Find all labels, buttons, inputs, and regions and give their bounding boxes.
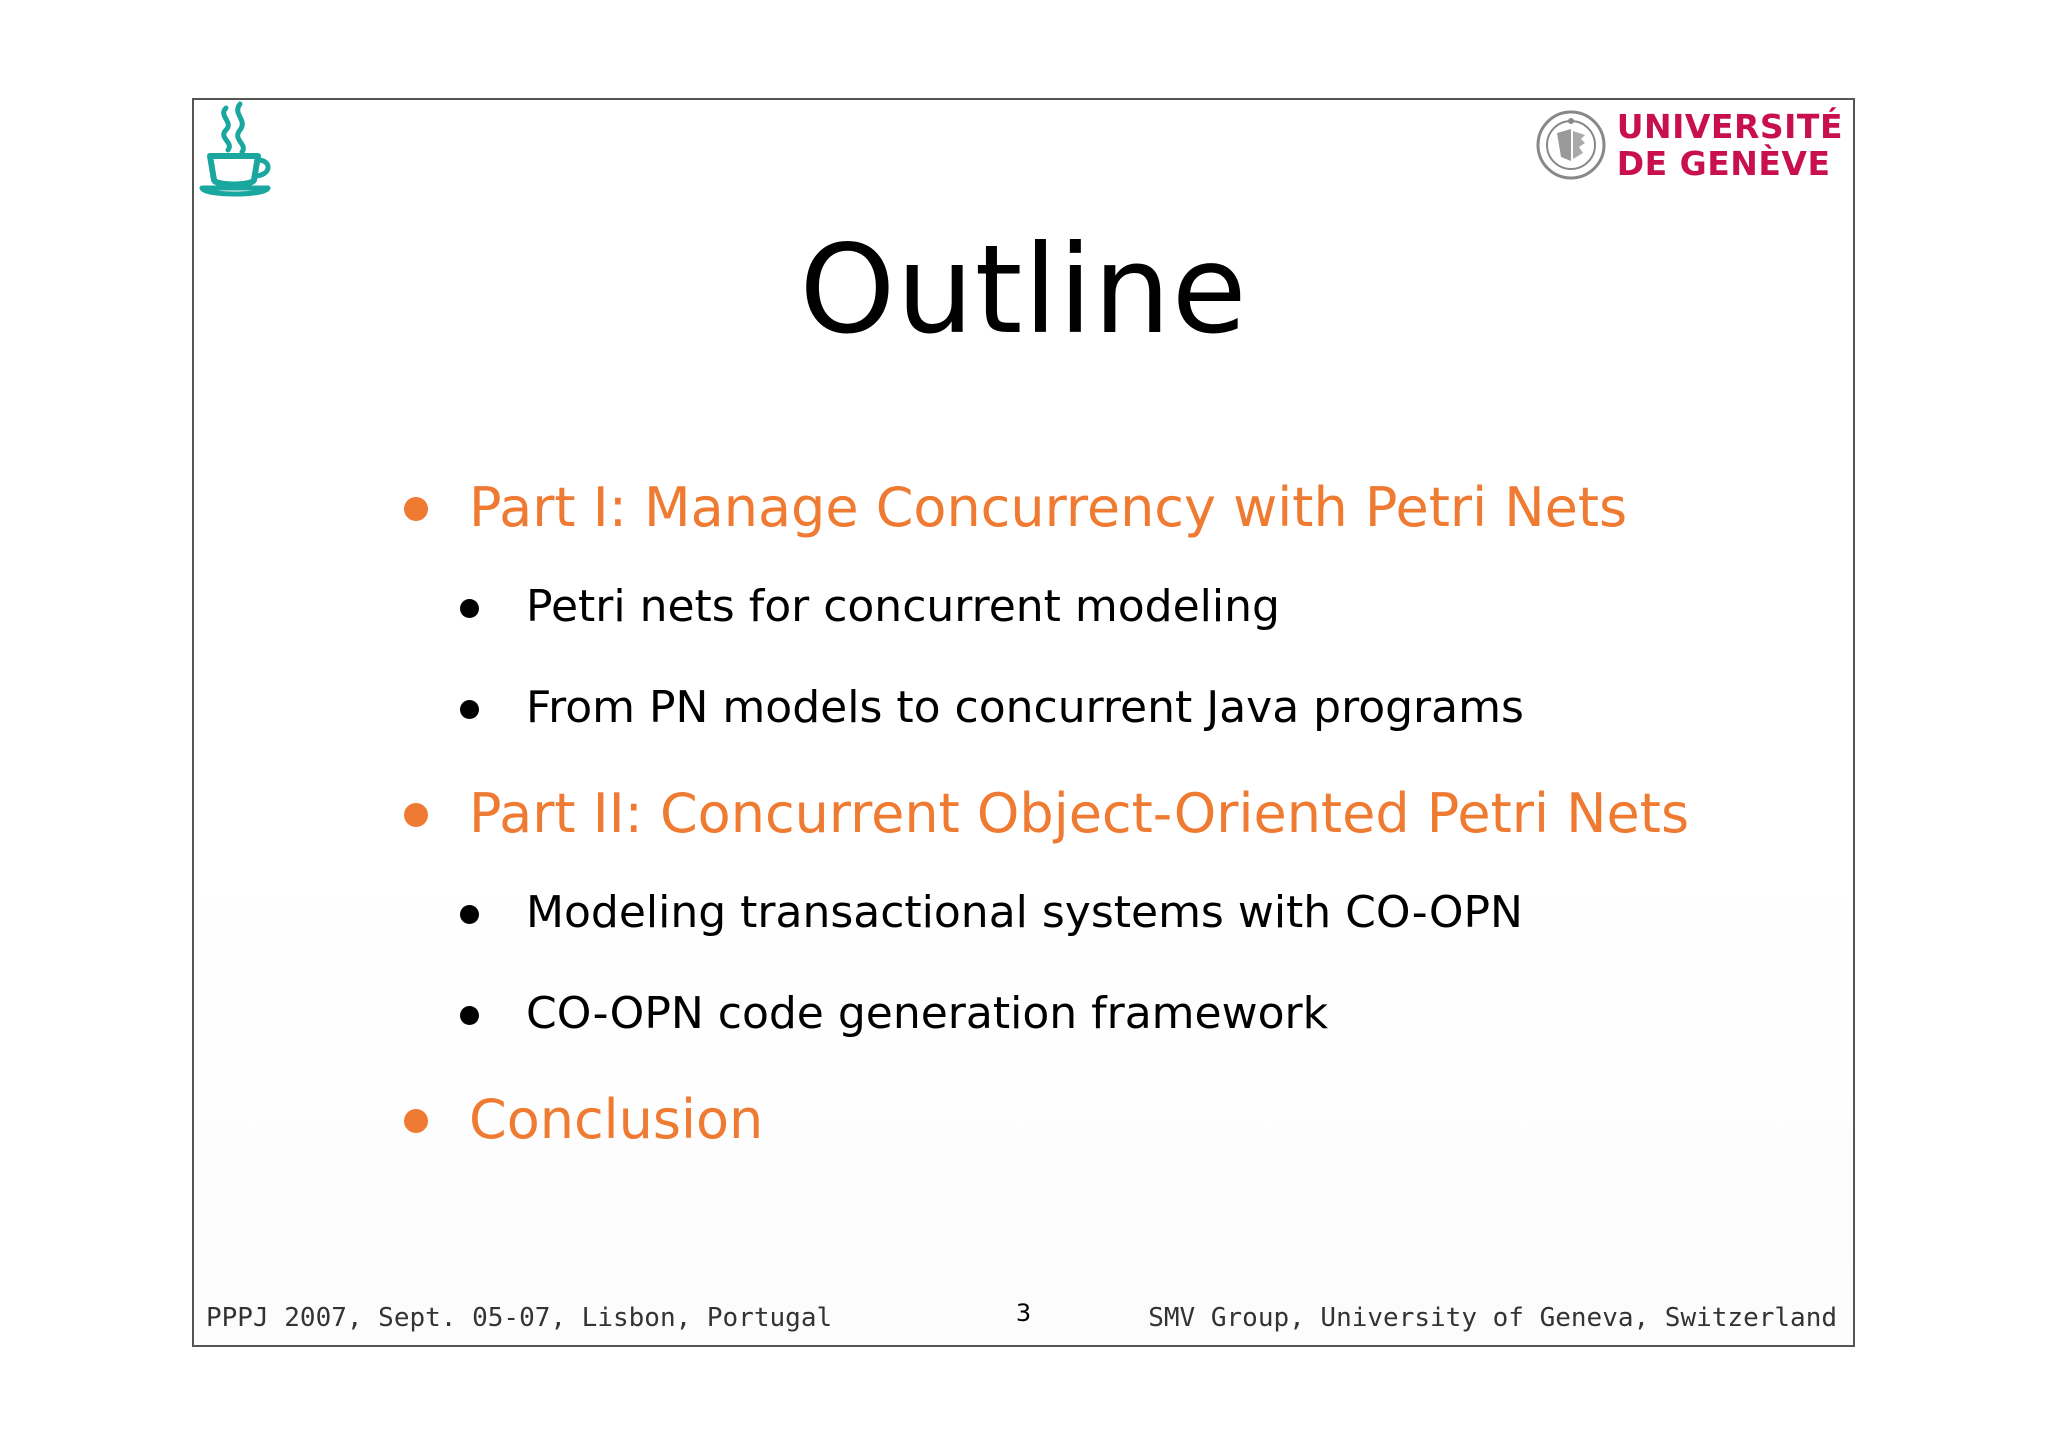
page-number: 3: [1015, 1299, 1032, 1327]
footer-affiliation: SMV Group, University of Geneva, Switzerland: [1148, 1303, 1837, 1333]
footer-conference: PPPJ 2007, Sept. 05-07, Lisbon, Portugal: [206, 1303, 833, 1333]
outline-list: [404, 475, 1804, 1191]
bullet-icon: [404, 497, 428, 521]
outline-item-label: Conclusion: [469, 1088, 764, 1151]
university-name-line2: DE GENÈVE: [1616, 144, 1831, 183]
outline-subitem-label: From PN models to concurrent Java programs: [526, 682, 1524, 733]
outline-item-label: Part II: Concurrent Object-Oriented Petri Nets: [469, 782, 1690, 845]
outline-subitem: [404, 579, 1804, 635]
university-seal-icon: [1535, 109, 1607, 181]
university-name: [1617, 108, 1843, 182]
outline-item-conclusion: [404, 1087, 1804, 1153]
outline-subitem-label: CO-OPN code generation framework: [526, 988, 1329, 1039]
university-name-line1: UNIVERSITÉ: [1616, 107, 1843, 146]
slide-title: Outline: [799, 219, 1248, 361]
outline-subitem: [404, 885, 1804, 941]
steaming-cup-icon: [196, 100, 274, 200]
outline-subitem-label: Petri nets for concurrent modeling: [526, 581, 1280, 632]
university-logo: [1535, 108, 1843, 182]
bullet-icon: [460, 599, 479, 618]
outline-item-label: Part I: Manage Concurrency with Petri Nets: [469, 476, 1628, 539]
outline-subitem: [404, 680, 1804, 736]
slide: [192, 98, 1855, 1347]
outline-item-part-2: [404, 781, 1804, 847]
outline-subitem-label: Modeling transactional systems with CO-OPN: [526, 887, 1523, 938]
bullet-icon: [460, 700, 479, 719]
outline-item-part-1: [404, 475, 1804, 541]
bullet-icon: [460, 905, 479, 924]
bullet-icon: [404, 803, 428, 827]
bullet-icon: [404, 1109, 428, 1133]
outline-subitem: [404, 986, 1804, 1042]
bullet-icon: [460, 1006, 479, 1025]
